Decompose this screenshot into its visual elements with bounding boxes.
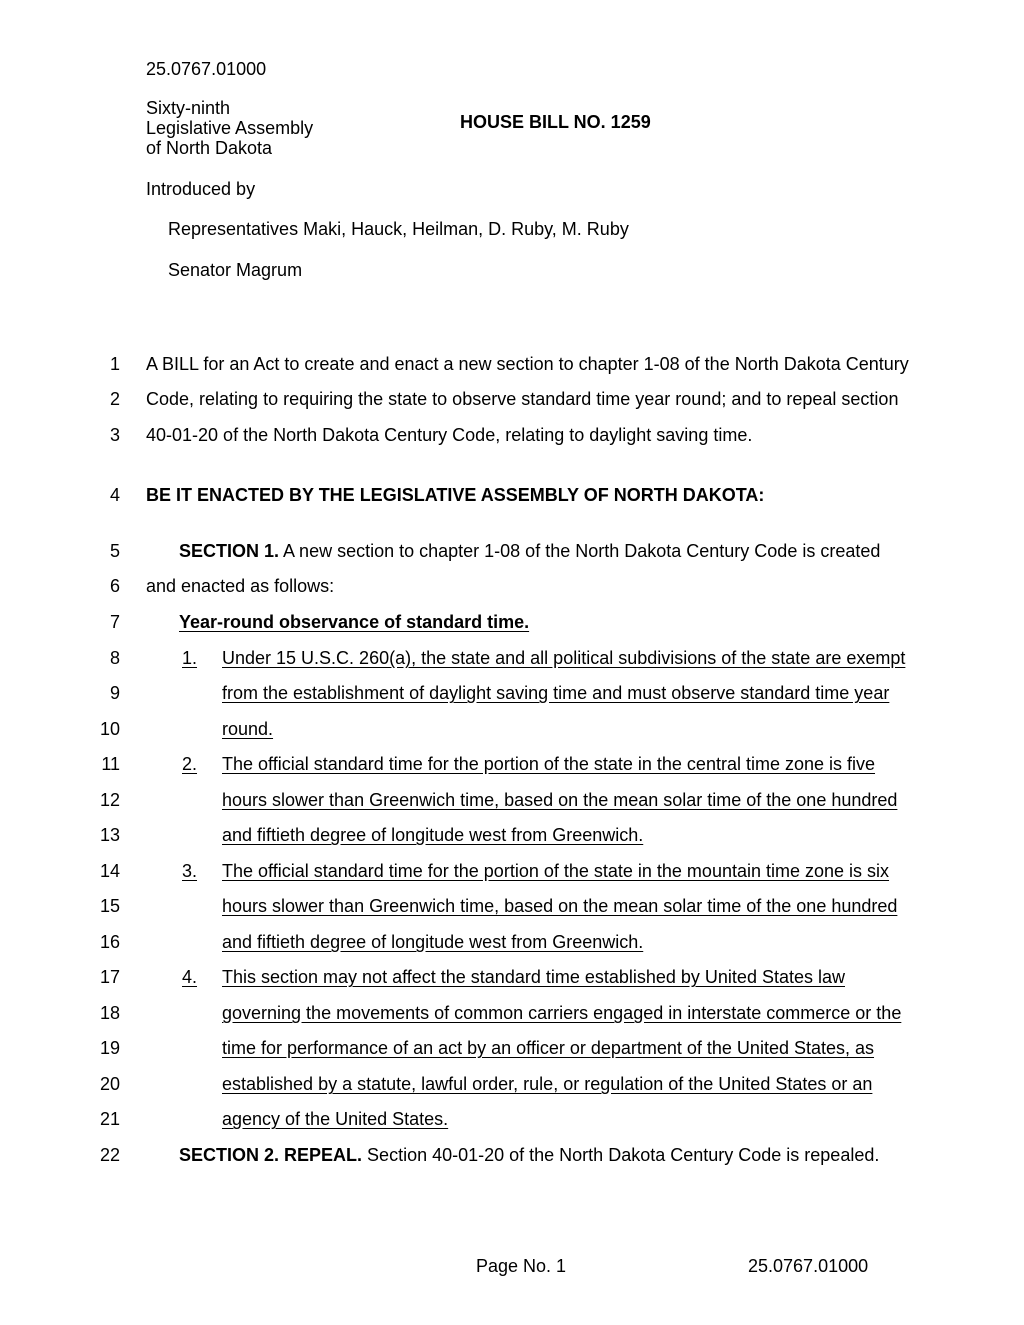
line-number: 9 [109,683,120,703]
line-number: 15 [99,896,120,916]
subsection-text-line: This section may not affect the standard time established by United States law [222,967,845,987]
line-number: 12 [99,790,120,810]
line-number: 11 [101,754,120,774]
footer-document-id: 25.0767.01000 [748,1256,869,1276]
sponsors-senator: Senator Magrum [168,260,303,280]
assembly-line-3: of North Dakota [146,138,273,158]
section-2-label: SECTION 2. REPEAL. [179,1145,363,1165]
bill-title-line-1: A BILL for an Act to create and enact a new section to chapter 1-08 of the North Dakota Century [146,354,909,374]
subsection-text-line: established by a statute, lawful order, rule, or regulation of the United States or an [222,1074,873,1094]
new-section-title: Year-round observance of standard time. [179,612,530,632]
subsection-text-line: round. [222,719,274,739]
line-number: 19 [99,1038,120,1058]
bill-title: HOUSE BILL NO. 1259 [460,112,651,132]
line-number: 20 [99,1074,120,1094]
document-id: 25.0767.01000 [146,59,267,79]
line-number: 6 [109,576,120,596]
line-number: 5 [109,541,120,561]
assembly-line-2: Legislative Assembly [146,118,314,138]
bill-title-line-2: Code, relating to requiring the state to observe standard time year round; and to repeal section [146,389,899,409]
subsection-text-line: time for performance of an act by an officer or department of the United States, as [222,1038,875,1058]
introduced-by-label: Introduced by [146,179,256,199]
page-number: Page No. 1 [476,1256,567,1276]
line-number: 7 [109,612,120,632]
bill-title-line-3: 40-01-20 of the North Dakota Century Code, relating to daylight saving time. [146,425,753,445]
subsection-text-line: and fiftieth degree of longitude west from Greenwich. [222,825,644,845]
subsection-text-line: agency of the United States. [222,1109,449,1129]
sponsors-representatives: Representatives Maki, Hauck, Heilman, D. Ruby, M. Ruby [168,219,629,239]
line-number: 4 [109,485,120,505]
section-2 [179,1145,879,1165]
line-number: 17 [99,967,120,987]
assembly-block [146,98,313,158]
section-1-intro [179,541,880,561]
line-number: 14 [99,861,120,881]
section-2-text: Section 40-01-20 of the North Dakota Century Code is repealed. [362,1145,880,1165]
assembly-line-1: Sixty-ninth [146,98,231,118]
line-number: 21 [99,1109,120,1129]
line-number: 1 [109,354,120,374]
subsection-number: 4. [182,967,198,987]
subsection-number: 2. [182,754,198,774]
subsection-number: 1. [182,648,198,668]
line-number: 2 [109,389,120,409]
line-number: 13 [99,825,120,845]
section-1-label: SECTION 1. [179,541,280,561]
line-number: 22 [99,1145,120,1165]
section-1-continuation: and enacted as follows: [146,576,335,596]
subsection-text-line: governing the movements of common carriers engaged in interstate commerce or the [222,1003,902,1023]
subsection-text-line: Under 15 U.S.C. 260(a), the state and all political subdivisions of the state are exempt [222,648,906,668]
line-number: 3 [109,425,120,445]
section-1-text: A new section to chapter 1-08 of the North Dakota Century Code is created [279,541,881,561]
subsection-number: 3. [182,861,198,881]
line-number: 16 [99,932,120,952]
subsection-text-line: and fiftieth degree of longitude west from Greenwich. [222,932,644,952]
line-number: 8 [109,648,120,668]
subsection-text-line: from the establishment of daylight saving time and must observe standard time year [222,683,890,703]
enacting-clause: BE IT ENACTED BY THE LEGISLATIVE ASSEMBLY OF NORTH DAKOTA: [146,485,765,505]
line-number: 18 [99,1003,120,1023]
subsection-text-line: hours slower than Greenwich time, based on the mean solar time of the one hundred [222,896,898,916]
subsection-text-line: The official standard time for the portion of the state in the mountain time zone is six [222,861,890,881]
subsection-text-line: The official standard time for the portion of the state in the central time zone is five [222,754,876,774]
subsection-text-line: hours slower than Greenwich time, based on the mean solar time of the one hundred [222,790,898,810]
line-number: 10 [99,719,120,739]
